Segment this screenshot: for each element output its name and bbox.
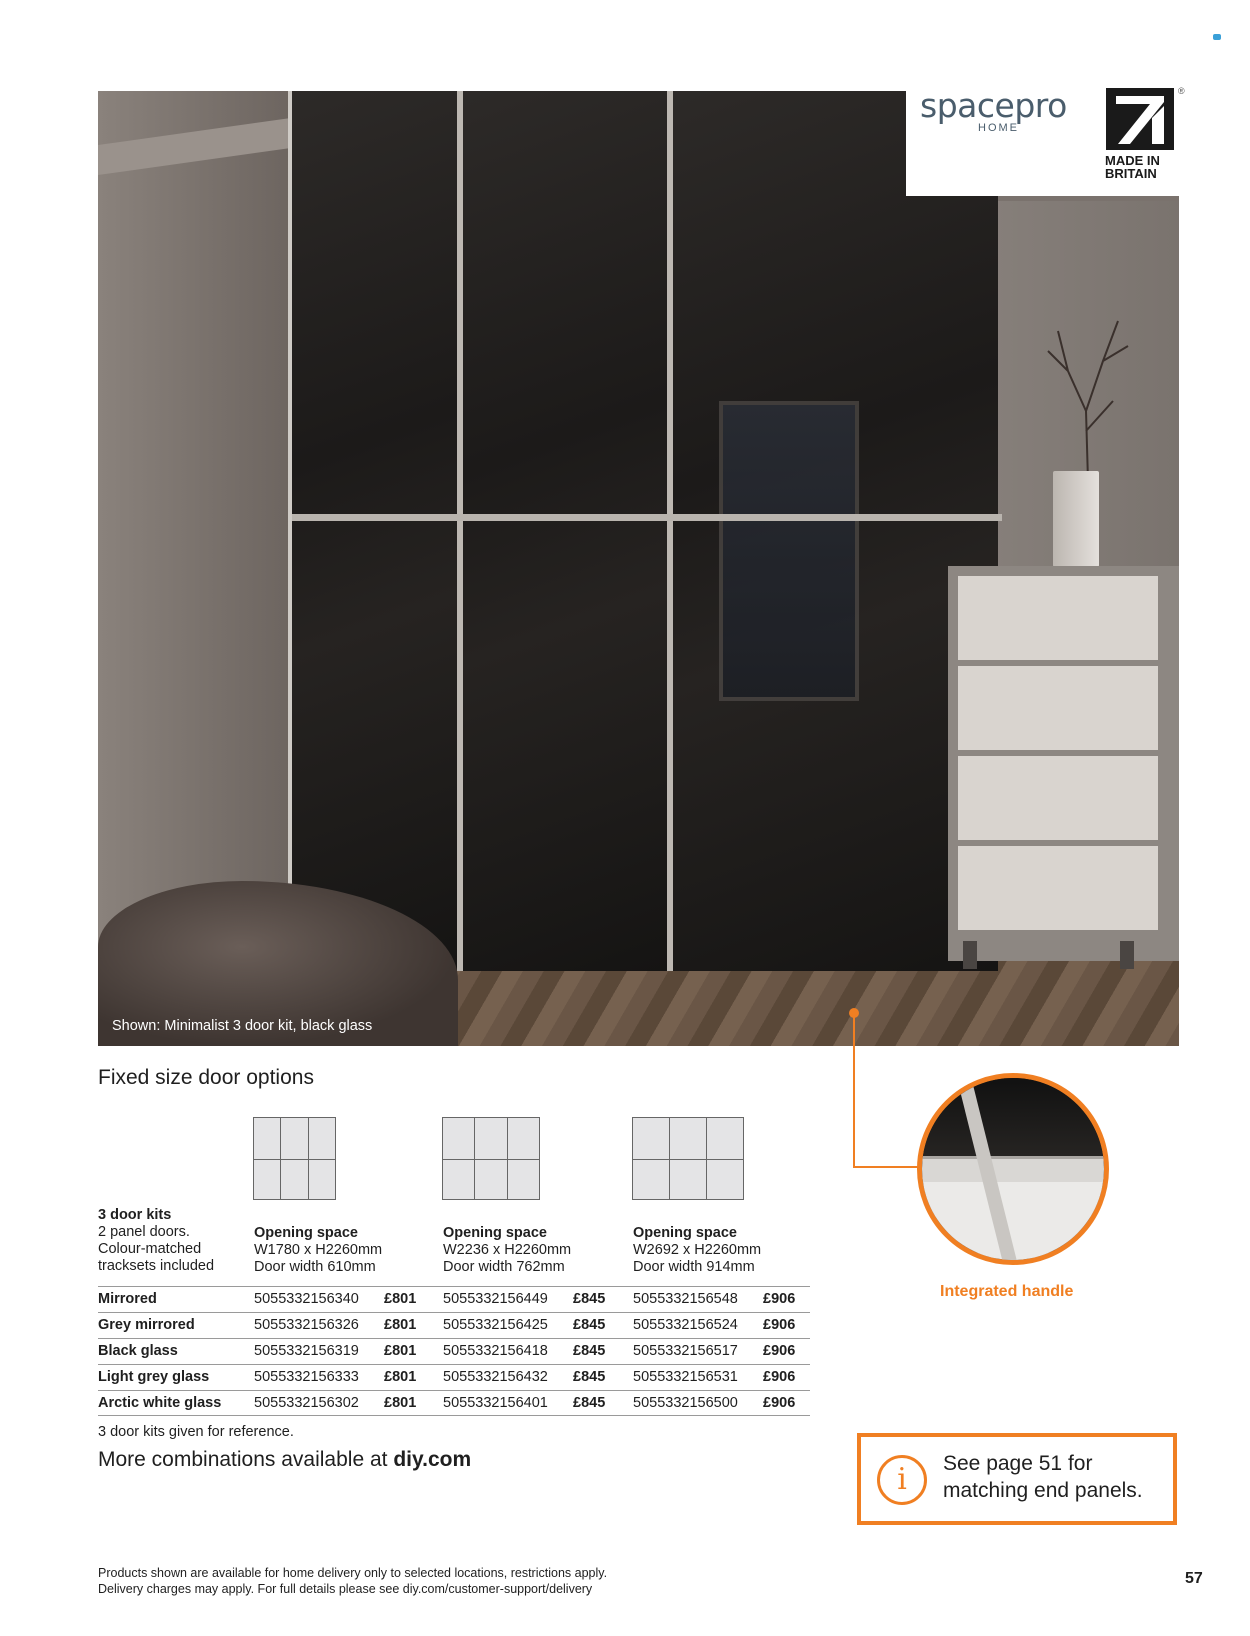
column-header-2	[443, 1225, 571, 1276]
wardrobe-doors	[288, 91, 998, 971]
window-reflection	[719, 401, 859, 701]
page-number: 57	[1185, 1570, 1203, 1587]
column-heading: Opening space	[254, 1225, 358, 1241]
drawer	[958, 666, 1158, 750]
door-diagram-icon	[632, 1117, 744, 1200]
table-row	[98, 1338, 810, 1364]
info-icon: i	[877, 1455, 927, 1505]
info-box	[857, 1433, 1177, 1525]
info-line-1: See page 51 for	[943, 1452, 1093, 1475]
door-panel-1	[292, 91, 457, 971]
door-diagram-icon	[442, 1117, 540, 1200]
logo-box	[906, 86, 1189, 196]
drawer	[958, 576, 1158, 660]
section-title: Fixed size door options	[98, 1066, 314, 1089]
callout-label: Integrated handle	[940, 1283, 1074, 1300]
price: £845	[573, 1317, 606, 1333]
footer-line-1: Products shown are available for home delivery only to selected locations, restrictions apply.	[98, 1566, 608, 1580]
column-size: W2236 x H2260mm	[443, 1242, 572, 1258]
row-name: Light grey glass	[98, 1369, 210, 1385]
product-code: 5055332156333	[254, 1369, 359, 1385]
product-code: 5055332156326	[254, 1317, 359, 1333]
footer-note	[98, 1565, 607, 1597]
site-link[interactable]: diy.com	[393, 1448, 472, 1471]
table-row	[98, 1286, 810, 1312]
door-panel-2	[463, 91, 667, 971]
price: £801	[384, 1395, 417, 1411]
door-frame-1	[457, 91, 463, 971]
price: £845	[573, 1395, 606, 1411]
badge-line-2: BRITAIN	[1105, 166, 1157, 181]
column-header-1	[254, 1225, 382, 1276]
product-code: 5055332156340	[254, 1291, 359, 1307]
table-row	[98, 1312, 810, 1338]
kits-line-3: tracksets included	[98, 1258, 215, 1274]
registered-mark: ®	[1178, 86, 1185, 96]
hero-image	[98, 91, 1179, 1046]
price: £801	[384, 1291, 417, 1307]
footer-line-2: Delivery charges may apply. For full details please see diy.com/customer-support/delivery	[98, 1582, 593, 1596]
info-text	[943, 1450, 1143, 1504]
chest-of-drawers	[948, 566, 1179, 961]
column-heading: Opening space	[633, 1225, 737, 1241]
chest-leg	[1120, 941, 1134, 969]
vase	[1053, 471, 1099, 567]
branches-icon	[1028, 291, 1148, 481]
column-heading: Opening space	[443, 1225, 547, 1241]
brand-subtitle: HOME	[978, 122, 1019, 134]
callout-line	[853, 1011, 855, 1168]
integrated-handle-rail	[292, 514, 1002, 521]
row-name: Mirrored	[98, 1291, 157, 1307]
product-code: 5055332156302	[254, 1395, 359, 1411]
column-size: W2692 x H2260mm	[633, 1242, 762, 1258]
price: £845	[573, 1291, 606, 1307]
price: £906	[763, 1343, 796, 1359]
product-code: 5055332156401	[443, 1395, 548, 1411]
price: £906	[763, 1291, 796, 1307]
column-door-width: Door width 914mm	[633, 1259, 755, 1275]
price: £845	[573, 1343, 606, 1359]
price: £801	[384, 1317, 417, 1333]
table-row	[98, 1390, 810, 1416]
drawer	[958, 846, 1158, 930]
table-row	[98, 1364, 810, 1390]
column-door-width: Door width 610mm	[254, 1259, 376, 1275]
product-code: 5055332156425	[443, 1317, 548, 1333]
product-code: 5055332156524	[633, 1317, 738, 1333]
badge-line-1: MADE IN	[1105, 153, 1160, 168]
price: £906	[763, 1369, 796, 1385]
product-code: 5055332156548	[633, 1291, 738, 1307]
info-line-2: matching end panels.	[943, 1479, 1143, 1502]
made-in-britain-icon	[1106, 88, 1174, 150]
row-name: Arctic white glass	[98, 1395, 222, 1411]
price: £845	[573, 1369, 606, 1385]
chest-leg	[963, 941, 977, 969]
door-frame-2	[667, 91, 673, 971]
price: £906	[763, 1317, 796, 1333]
more-combinations	[98, 1448, 471, 1472]
drawer	[958, 756, 1158, 840]
made-in-britain-text	[1105, 154, 1160, 180]
brand-logo-prefix: space	[920, 86, 1015, 125]
kits-line-1: 2 panel doors.	[98, 1224, 190, 1240]
price: £906	[763, 1395, 796, 1411]
product-code: 5055332156432	[443, 1369, 548, 1385]
row-name: Black glass	[98, 1343, 178, 1359]
product-code: 5055332156418	[443, 1343, 548, 1359]
brand-logo-suffix: pro	[1014, 86, 1067, 125]
product-code: 5055332156449	[443, 1291, 548, 1307]
left-wall	[98, 91, 290, 971]
kits-line-2: Colour-matched	[98, 1241, 202, 1257]
kits-description	[98, 1207, 214, 1275]
product-code: 5055332156319	[254, 1343, 359, 1359]
kits-title: 3 door kits	[98, 1207, 172, 1223]
column-header-3	[633, 1225, 761, 1276]
product-code: 5055332156500	[633, 1395, 738, 1411]
product-code: 5055332156531	[633, 1369, 738, 1385]
column-size: W1780 x H2260mm	[254, 1242, 383, 1258]
price: £801	[384, 1369, 417, 1385]
door-diagram-icon	[253, 1117, 336, 1200]
price-table	[98, 1286, 810, 1416]
brand-logo	[920, 86, 1067, 125]
price: £801	[384, 1343, 417, 1359]
product-code: 5055332156517	[633, 1343, 738, 1359]
more-text: More combinations available at	[98, 1448, 394, 1471]
column-door-width: Door width 762mm	[443, 1259, 565, 1275]
row-name: Grey mirrored	[98, 1317, 195, 1333]
callout-line	[853, 1166, 918, 1168]
hero-caption: Shown: Minimalist 3 door kit, black glass	[112, 1018, 373, 1034]
handle-detail-image	[917, 1073, 1109, 1265]
reference-note: 3 door kits given for reference.	[98, 1424, 294, 1440]
corner-mark	[1213, 34, 1221, 40]
